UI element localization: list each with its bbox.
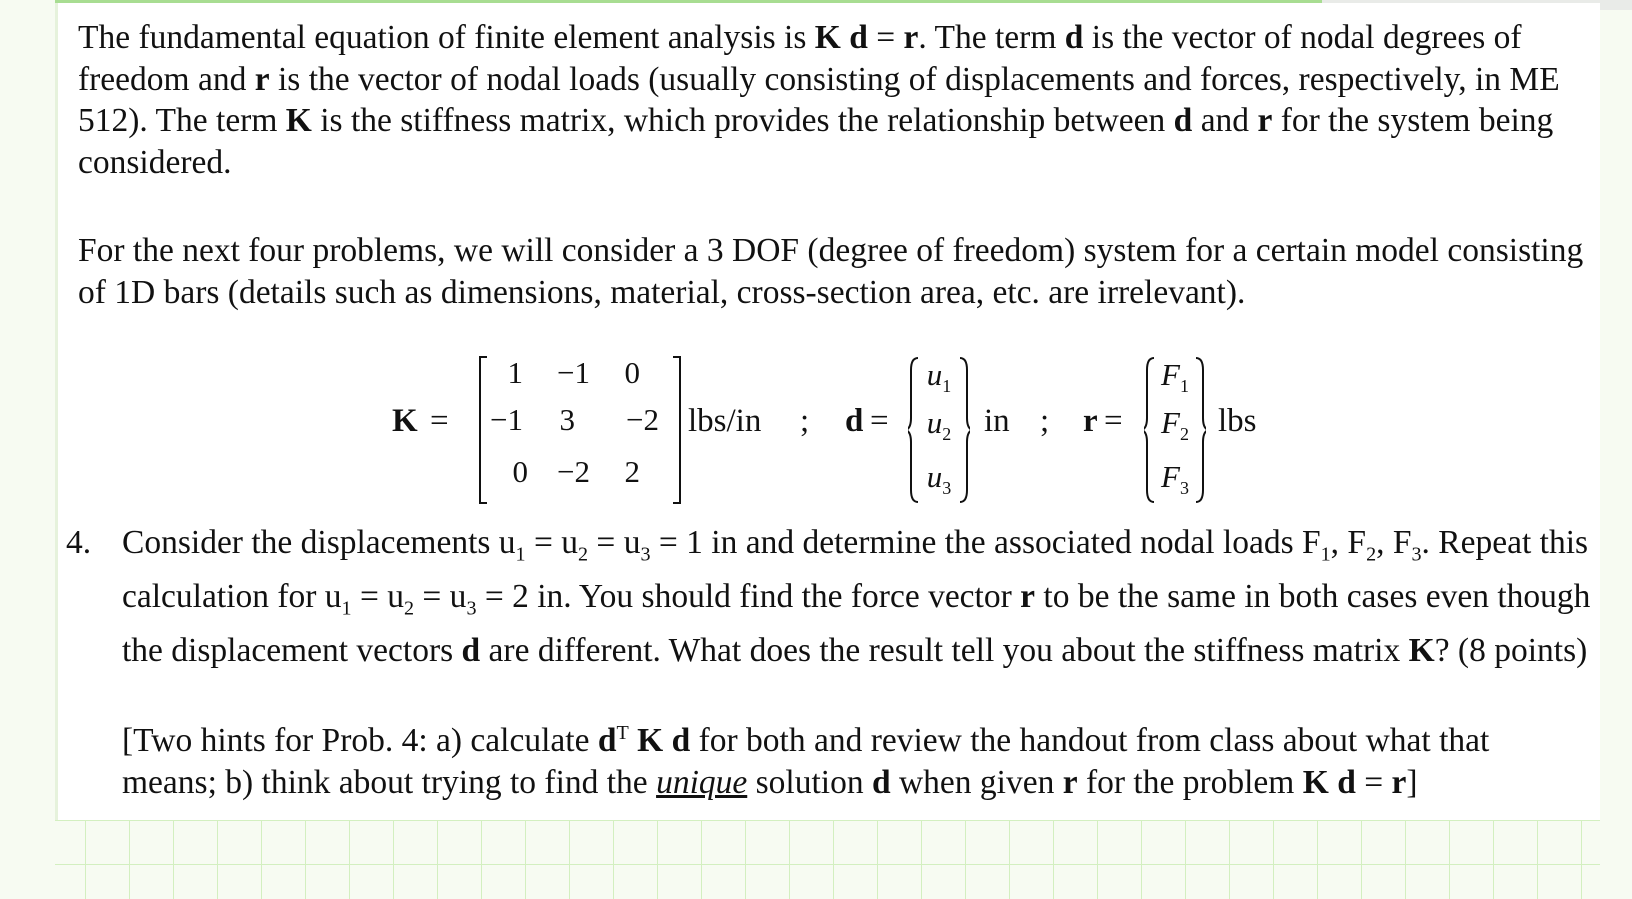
- d-units: in: [984, 403, 1010, 439]
- matrix-cell: 3: [559, 402, 575, 437]
- matrix-cell: −1: [490, 402, 523, 437]
- vector-entry: $F_2$: [1161, 405, 1189, 445]
- context-paragraph: For the next four problems, we will consider a 3 DOF (degree of freedom) system for a certain model consisting of 1D bars (details such as dimensions, material, cross-section area, etc. are irrelevant).: [78, 232, 1584, 311]
- displacement-vector: [908, 356, 970, 504]
- hint-paragraph: [Two hints for Prob. 4: a) calculate $d^T$ K d for both and review the handout from class about what that means; b) think about trying to find the unique solution d when given r for the problem K d = r]: [122, 722, 1490, 801]
- matrix-cell: 0: [624, 355, 640, 390]
- vector-entry: $u_2$: [926, 405, 952, 445]
- load-vector: [1144, 356, 1206, 504]
- vector-entry: $F_3$: [1161, 459, 1189, 499]
- r-units: lbs: [1218, 403, 1257, 439]
- matrix-right-bracket: [673, 356, 681, 504]
- transpose-superscript: T: [616, 722, 629, 744]
- r-label: r: [1083, 403, 1098, 439]
- d-symbol: d: [849, 19, 868, 56]
- matrix-cell: 1: [507, 355, 523, 390]
- separator-1: ;: [800, 403, 810, 439]
- problem-text: Consider the displacements $u_1 = u_2 = u_3 = 1$ in and determine the associated nodal loads $F_1$, $F_2$, $F_3$. Repeat this calculation for $u_1 = u_2 = u_3 = 2$ in. You should find the force vector r to be the same in both cases even though the displacement vectors d are different. What does the result tell you about the stiffness matrix K? (8 points): [122, 524, 1591, 670]
- k-symbol: K: [814, 19, 841, 56]
- separator-2: ;: [1040, 403, 1050, 439]
- intro-paragraph: The fundamental equation of finite element analysis is K d = r. The term d is the vector of nodal degrees of freedom and r is the vector of nodal loads (usually consisting of displacements and forces, respectively, in ME 512). The term K is the stiffness matrix, which provides the relationship between d and r for the system being considered.: [78, 19, 1560, 181]
- k-units: lbs/in: [688, 403, 762, 439]
- stiffness-matrix: [479, 356, 681, 504]
- k-label: K: [392, 403, 418, 439]
- k-equals: =: [430, 403, 449, 439]
- r-symbol: r: [903, 19, 919, 56]
- matrix-cell: −1: [557, 355, 590, 390]
- d-label: d: [845, 403, 864, 439]
- matrix-cell: −2: [626, 402, 659, 437]
- d-equals: =: [870, 403, 889, 439]
- r-equals: =: [1104, 403, 1123, 439]
- vector-entry: $u_1$: [926, 357, 952, 397]
- vector-entry: $F_1$: [1161, 357, 1189, 397]
- grid-background: [55, 820, 1600, 899]
- unique-emphasis: unique: [656, 763, 748, 801]
- matrix-cell: 2: [624, 454, 640, 489]
- matrix-cell: −2: [557, 454, 590, 489]
- vector-entry: $u_3$: [926, 459, 952, 499]
- matrix-cell: 0: [512, 454, 528, 489]
- problem-number: 4.: [66, 524, 92, 561]
